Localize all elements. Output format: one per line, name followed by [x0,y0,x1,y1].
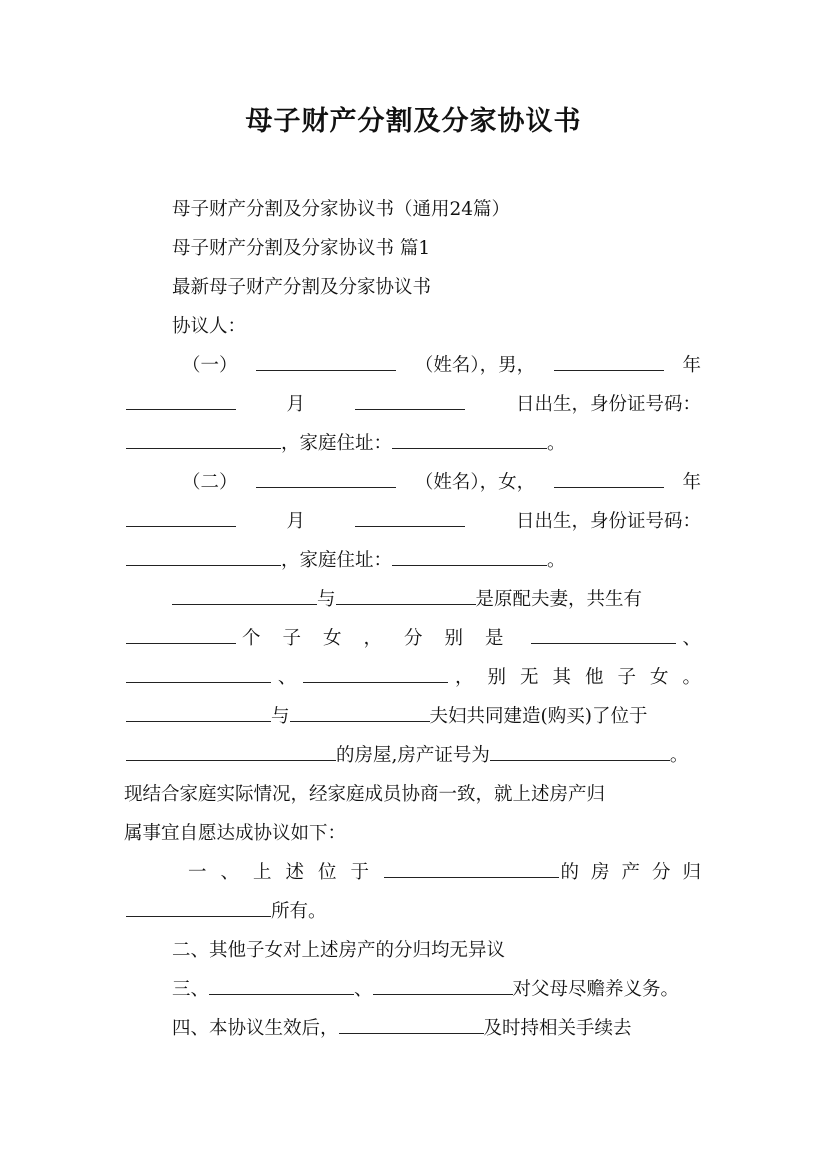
spouse-blank [336,580,476,605]
paragraph-line [126,736,701,775]
subtitle-line: 母子财产分割及分家协议书（通用24篇） [172,199,511,220]
party-two-line-2 [126,502,701,541]
address-blank [392,541,547,566]
clause-three-index: 三、 [172,979,210,1000]
name-label: （姓名），女， [414,472,536,493]
id-number-blank [126,541,281,566]
period: 。 [669,745,689,766]
text-with: 与 [271,706,290,727]
party-two-line-1 [126,463,701,502]
birth-id-label: 日出生，身份证号码： [515,511,701,532]
clause-three-text: 对父母尽赡养义务。 [512,979,680,1000]
clause-one-line-1 [126,853,713,892]
month-label: 月 [286,394,305,415]
paragraph-line [126,619,701,658]
text-built: 夫妇共同建造(购买)了位于 [429,706,648,727]
text-married: 是原配夫妻，共生有 [475,589,643,610]
text-with: 与 [317,589,336,610]
text-comma: 、 [682,628,701,649]
party-one-line-3 [126,424,701,463]
child-name-blank [373,970,513,995]
party-one-line-2 [126,385,701,424]
children-count-blank [126,619,236,644]
paragraph-line: 属事宜自愿达成协议如下： [124,823,347,844]
owner-blank [290,697,430,722]
period: 。 [547,550,566,571]
month-blank [126,502,236,527]
party-one-index: （一） [182,355,238,376]
year-blank [554,346,664,371]
section-heading: 母子财产分割及分家协议书 篇1 [172,238,431,259]
text-children: 个子女，分别是 [241,628,526,649]
text-comma: 、 [277,667,297,688]
address-blank [392,424,547,449]
year-label: 年 [682,355,701,376]
day-blank [355,385,465,410]
name-label: （姓名），男， [414,355,536,376]
id-number-blank [126,424,281,449]
paragraph-line [126,580,701,619]
document-body [124,190,715,1048]
spouse-blank [172,580,317,605]
party-two-line-3 [126,541,701,580]
clause-four-text: 四、本协议生效后， [172,1018,339,1039]
paragraph-line [126,697,701,736]
year-label: 年 [682,472,701,493]
child-name-blank [126,658,271,683]
cert-number-blank [490,736,670,761]
name-blank [256,463,396,488]
clause-one-text-2: 的房产分归 [560,862,713,883]
month-blank [126,385,236,410]
text-comma: 、 [354,979,373,1000]
month-label: 月 [286,511,305,532]
person-blank [339,1009,484,1034]
clause-one-line-2 [126,892,701,931]
owner-blank [126,892,271,917]
owner-blank [126,697,271,722]
name-blank [256,346,396,371]
clause-four-text-2: 及时持相关手续去 [483,1018,632,1039]
child-name-blank [209,970,354,995]
clause-four [126,1009,701,1048]
address-label: ，家庭住址： [281,550,393,571]
child-name-blank [531,619,676,644]
location-blank [126,736,336,761]
agreement-heading: 最新母子财产分割及分家协议书 [172,277,432,298]
clause-three [126,970,701,1009]
birth-id-label: 日出生，身份证号码： [515,394,701,415]
parties-label: 协议人： [172,316,247,337]
party-two-index: （二） [182,472,238,493]
clause-two: 二、其他子女对上述房产的分归均无异议 [172,940,506,961]
child-name-blank [303,658,448,683]
address-label: ，家庭住址： [281,433,393,454]
clause-one-text-3: 所有。 [271,901,327,922]
document-title: 母子财产分割及分家协议书 [245,106,582,137]
text-house-cert: 的房屋,房产证号为 [336,745,490,766]
clause-one-text: 一、上述位于 [188,862,384,883]
party-one-line-1 [126,346,701,385]
day-blank [355,502,465,527]
location-blank [384,853,559,878]
text-no-other-children: ，别无其他子女。 [454,667,715,688]
period: 。 [547,433,566,454]
year-blank [554,463,664,488]
paragraph-line [126,658,715,697]
paragraph-line: 现结合家庭实际情况，经家庭成员协商一致，就上述房产归 [124,784,606,805]
